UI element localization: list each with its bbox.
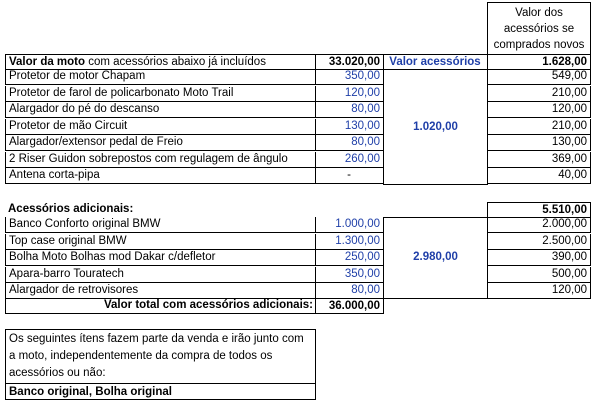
accessory-new-value: 120,00 (487, 283, 591, 299)
accessory-value: 1.000,00 (315, 217, 384, 233)
accessory-value: 120,00 (315, 86, 384, 102)
accessory-value: 80,00 (315, 102, 384, 118)
accessory-name: Alargador do pé do descanso (5, 102, 316, 118)
grand-total-label: Valor total com acessórios adicionais: (5, 298, 316, 314)
grand-total-value: 36.000,00 (315, 298, 384, 314)
accessory-new-value: 210,00 (487, 86, 591, 102)
accessory-value: 350,00 (315, 267, 384, 283)
accessory-new-value: 120,00 (487, 102, 591, 118)
accessory-name: Alargador/extensor pedal de Freio (5, 135, 316, 151)
accessory-value: - (315, 168, 384, 184)
note-items: Banco original, Bolha original (5, 383, 316, 400)
accessory-new-value: 369,00 (487, 152, 591, 168)
accessory-name: Alargador de retrovisores (5, 283, 316, 299)
additional-new-total: 5.510,00 (487, 202, 591, 218)
accessory-new-value: 40,00 (487, 168, 591, 184)
accessory-name: Protetor de motor Chapam (5, 69, 316, 85)
included-subtotal: 1.020,00 (413, 121, 458, 133)
included-new-total: 1.628,00 (487, 54, 591, 70)
moto-value-label-bold: Valor da moto (9, 56, 86, 68)
accessory-name: Banco Conforto original BMW (5, 217, 316, 233)
accessory-value: 260,00 (315, 152, 384, 168)
accessory-name: Top case original BMW (5, 234, 316, 250)
accessory-new-value: 2.000,00 (487, 217, 591, 233)
accessory-value: 350,00 (315, 69, 384, 85)
moto-value-label (5, 54, 316, 70)
moto-price: 33.020,00 (315, 54, 384, 70)
accessory-name: Antena corta-pipa (5, 168, 316, 184)
additional-subtotal: 2.980,00 (413, 251, 458, 263)
accessories-value-label: Valor acessórios (383, 54, 488, 70)
additional-title: Acessórios adicionais: (8, 203, 134, 215)
accessory-name: 2 Riser Guidon sobrepostos com regulagem de ângulo (5, 152, 316, 168)
accessory-new-value: 549,00 (487, 69, 591, 85)
accessory-new-value: 2.500,00 (487, 234, 591, 250)
new-value-header: Valor dos acessórios se comprados novos (487, 2, 591, 55)
moto-value-label-rest: com acessórios abaixo já incluídos (85, 56, 266, 68)
accessory-name: Apara-barro Touratech (5, 267, 316, 283)
accessory-name: Protetor de farol de policarbonato Moto Trail (5, 86, 316, 102)
accessory-value: 250,00 (315, 250, 384, 266)
accessory-new-value: 500,00 (487, 267, 591, 283)
accessory-new-value: 390,00 (487, 250, 591, 266)
accessory-value: 80,00 (315, 283, 384, 299)
accessory-new-value: 210,00 (487, 119, 591, 135)
accessory-value: 1.300,00 (315, 234, 384, 250)
accessory-name: Protetor de mão Circuit (5, 119, 316, 135)
note-text: Os seguintes ítens fazem parte da venda e irão junto com a moto, independentemente da compra de todos os acessórios ou não: (9, 333, 304, 379)
accessory-name: Bolha Moto Bolhas mod Dakar c/defletor (5, 250, 316, 266)
accessory-value: 130,00 (315, 119, 384, 135)
accessory-new-value: 130,00 (487, 135, 591, 151)
accessory-value: 80,00 (315, 135, 384, 151)
